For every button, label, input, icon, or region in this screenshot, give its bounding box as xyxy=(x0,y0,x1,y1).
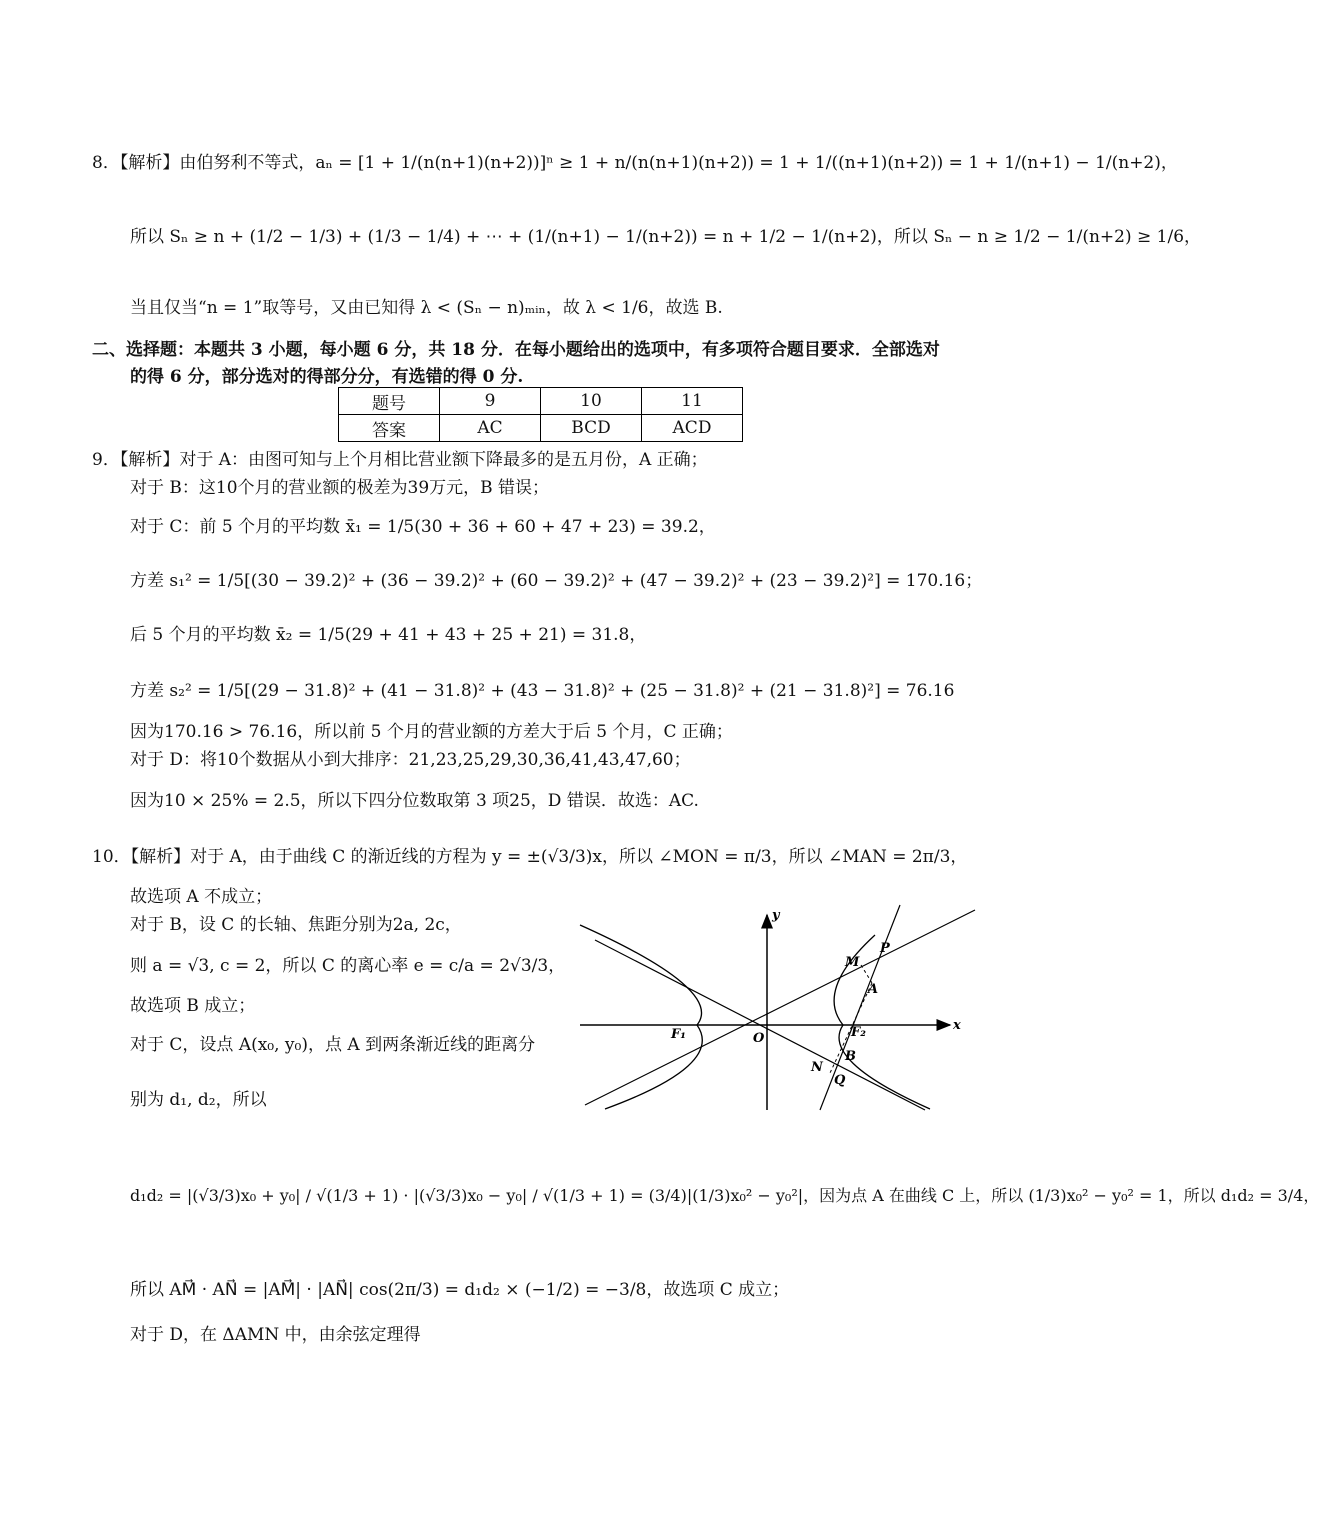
q10-line-4: 则 a = √3, c = 2，所以 C 的离心率 e = c/a = 2√3/3， xyxy=(130,956,566,976)
q10-line-3: 对于 B，设 C 的长轴、焦距分别为2a, 2c， xyxy=(130,915,462,935)
q9-line-7: 因为170.16 > 76.16，所以前 5 个月的营业额的方差大于后 5 个月，C 正确； xyxy=(130,722,733,742)
label-x: x xyxy=(953,1018,961,1033)
table-cell-q11: 11 xyxy=(642,388,743,415)
label-a: A xyxy=(868,982,879,997)
q10-line-7: 别为 d₁, d₂，所以 xyxy=(130,1090,267,1110)
table-cell-a9: AC xyxy=(440,415,541,442)
q9-line-4: 方差 s₁² = 1/5[(30 − 39.2)² + (36 − 39.2)² + (60 − 39.2)² + (47 − 39.2)² + (23 − 39.2)²] = 170.16； xyxy=(130,571,983,591)
q10-line-10: 对于 D，在 ΔAMN 中，由余弦定理得 xyxy=(130,1325,421,1345)
label-q: Q xyxy=(834,1073,846,1088)
asymptote-1 xyxy=(585,910,975,1105)
label-o: O xyxy=(753,1031,765,1046)
q10-line-8: d₁d₂ = |(√3/3)x₀ + y₀| / √(1/3 + 1) · |(√3/3)x₀ − y₀| / √(1/3 + 1) = (3/4)|(1/3)x₀² − y₀²|，因为点 A 在曲线 C 上，所以 (1/3)x₀² − y₀² = 1，所以 d₁d₂ = 3/4， xyxy=(130,1186,1319,1205)
q10-line-5: 故选项 B 成立； xyxy=(130,996,256,1016)
q9-line-2: 对于 B：这10个月的营业额的极差为39万元，B 错误； xyxy=(130,478,550,498)
label-f2: F₂ xyxy=(851,1025,866,1040)
label-n: N xyxy=(811,1060,823,1075)
q9-line-8: 对于 D：将10个数据从小到大排序：21,23,25,29,30,36,41,43,47,60； xyxy=(130,750,691,770)
label-p: P xyxy=(880,941,890,956)
q9-line-1: 9．【解析】对于 A：由图可知与上个月相比营业额下降最多的是五月份，A 正确； xyxy=(92,450,708,470)
table-cell-a11: ACD xyxy=(642,415,743,442)
q10-line-6: 对于 C，设点 A(x₀, y₀)，点 A 到两条渐近线的距离分 xyxy=(130,1035,536,1055)
hyperbola-figure xyxy=(575,905,985,1115)
q8-line-2: 所以 Sₙ ≥ n + (1/2 − 1/3) + (1/3 − 1/4) + ⋯ + (1/(n+1) − 1/(n+2)) = n + 1/2 − 1/(n+2)，所以 Sₙ − n ≥ 1/2 − 1/(n+2) ≥ 1/6， xyxy=(130,227,1202,247)
hyperbola-left-branch xyxy=(580,925,702,1109)
section-2-heading-line-1: 二、选择题：本题共 3 小题，每小题 6 分，共 18 分．在每小题给出的选项中，有多项符合题目要求．全部选对 xyxy=(92,340,940,360)
q10-line-2: 故选项 A 不成立； xyxy=(130,887,273,907)
label-b: B xyxy=(845,1049,856,1064)
table-cell-q10: 10 xyxy=(541,388,642,415)
q9-line-5: 后 5 个月的平均数 x̄₂ = 1/5(29 + 41 + 43 + 25 + 21) = 31.8， xyxy=(130,625,647,645)
section-2-heading-line-2: 的得 6 分，部分选对的得部分分，有选错的得 0 分. xyxy=(130,367,524,387)
q8-line-1: 8．【解析】由伯努利不等式，aₙ = [1 + 1/(n(n+1)(n+2))]ⁿ ≥ 1 + n/(n(n+1)(n+2)) = 1 + 1/((n+1)(n+2)) = 1 + 1/(n+1) − 1/(n+2)， xyxy=(92,153,1178,173)
table-header-cell: 题号 xyxy=(339,388,440,415)
q10-line-9: 所以 AM⃗ · AN⃗ = |AM⃗| · |AN⃗| cos(2π/3) = d₁d₂ × (−1/2) = −3/8，故选项 C 成立； xyxy=(130,1280,790,1300)
answer-table xyxy=(338,387,743,442)
q9-line-9: 因为10 × 25% = 2.5，所以下四分位数取第 3 项25，D 错误．故选：AC. xyxy=(130,791,699,811)
table-cell-a10: BCD xyxy=(541,415,642,442)
q8-line-3: 当且仅当“n = 1”取等号，又由已知得 λ < (Sₙ − n)ₘᵢₙ，故 λ < 1/6，故选 B. xyxy=(130,298,723,318)
q10-line-1: 10．【解析】对于 A，由于曲线 C 的渐近线的方程为 y = ±(√3/3)x，所以 ∠MON = π/3，所以 ∠MAN = 2π/3， xyxy=(92,847,968,867)
label-f1: F₁ xyxy=(671,1027,686,1042)
q9-line-3: 对于 C：前 5 个月的平均数 x̄₁ = 1/5(30 + 36 + 60 + 47 + 23) = 39.2， xyxy=(130,517,716,537)
label-m: M xyxy=(845,955,860,970)
table-cell-q9: 9 xyxy=(440,388,541,415)
table-row-question-numbers xyxy=(339,388,743,415)
table-header-cell: 答案 xyxy=(339,415,440,442)
table-row-answers xyxy=(339,415,743,442)
line-pq xyxy=(820,905,900,1110)
label-y: y xyxy=(772,908,780,923)
q9-line-6: 方差 s₂² = 1/5[(29 − 31.8)² + (41 − 31.8)² + (43 − 31.8)² + (25 − 31.8)² + (21 − 31.8)²] = 76.16 xyxy=(130,681,955,701)
